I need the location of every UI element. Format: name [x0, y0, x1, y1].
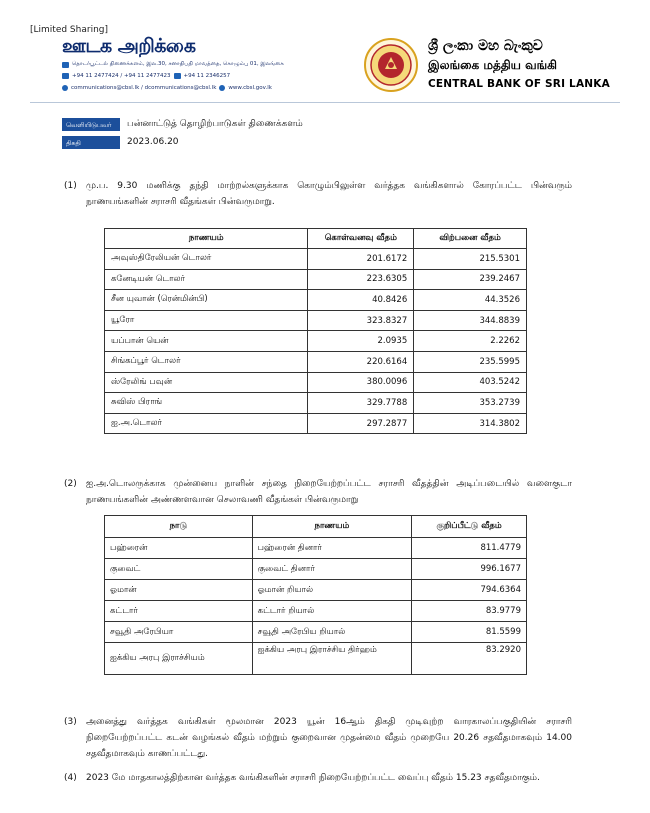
column-header-buying-rate: கொள்வனவு வீதம் — [308, 229, 414, 249]
section-1-paragraph — [64, 178, 572, 210]
selling-rate-cell: 215.5301 — [414, 249, 527, 270]
location-icon — [62, 62, 69, 68]
reference-rate-cell: 83.9779 — [412, 601, 527, 622]
country-cell: ஐக்கிய அரபு இராச்சியம் — [105, 643, 253, 675]
currency-cell: ஐக்கிய அரபு இராச்சிய திர்ஹம் — [252, 643, 412, 675]
currency-cell: கனேடியன் டொலர் — [105, 269, 308, 290]
globe-icon — [219, 85, 225, 91]
section-3-text: அனைத்து வர்த்தக வங்கிகள் மூலமான 2023 யூன் 16ஆம் திகதி முடிவுற்ற வாரகாலப்பகுதியின் சராசரி நிறையேற்றப்பட்ட கடன் வழங்கல் வீதம் மற்றும் குறைவான முதன்மை வீதம் முறையே 20.26 சதவீதமாகவும் 14.00 சதவீதமாகவும் காணப்பட்டது. — [86, 717, 572, 759]
buying-rate-cell: 40.8426 — [308, 290, 414, 311]
address-text: தொடர்பூட்டல் திணைக்களம், இல.30, சனாதிபதி மாவத்தை, கொழும்பு 01, இலங்கை — [72, 61, 284, 67]
reference-rate-cell: 996.1677 — [412, 559, 527, 580]
reference-rate-cell: 811.4779 — [412, 538, 527, 559]
table-header-row — [105, 229, 527, 249]
country-cell: ஓமான் — [105, 580, 253, 601]
table-row — [105, 331, 527, 352]
fax-icon — [174, 73, 181, 79]
currency-cell: கட்டார் றியால் — [252, 601, 412, 622]
table-row — [105, 393, 527, 414]
buying-rate-cell: 297.2877 — [308, 413, 414, 434]
table-row — [105, 643, 527, 675]
table-row — [105, 269, 527, 290]
currency-cell: சிங்கப்பூர் டொலர் — [105, 351, 308, 372]
column-header-selling-rate: விற்பனை வீதம் — [414, 229, 527, 249]
date-value: 2023.06.20 — [127, 137, 179, 147]
table-row — [105, 372, 527, 393]
buying-rate-cell: 2.0935 — [308, 331, 414, 352]
currency-cell: யப்பான் யென் — [105, 331, 308, 352]
email-text[interactable]: communications@cbsl.lk / dcommunications@cbsl.lk — [71, 85, 217, 91]
column-header-currency: நாணயம் — [252, 516, 412, 538]
section-4-paragraph — [64, 770, 572, 786]
phone-text: +94 11 2477424 / +94 11 2477423 — [72, 73, 171, 79]
central-bank-seal-logo — [364, 38, 418, 92]
date-label: திகதி — [62, 136, 120, 149]
currency-cell: பஹ்ரைன் தினார் — [252, 538, 412, 559]
currency-cell: சுவிஸ் பிராங் — [105, 393, 308, 414]
gulf-currency-table — [104, 515, 527, 675]
email-line — [62, 85, 272, 91]
limited-sharing-label: [Limited Sharing] — [30, 25, 108, 35]
currency-cell: குவைட் தினார் — [252, 559, 412, 580]
section-3-number: (3) — [64, 717, 77, 727]
selling-rate-cell: 239.2467 — [414, 269, 527, 290]
table-row — [105, 601, 527, 622]
table-row — [105, 310, 527, 331]
column-header-reference-rate: குறிப்பீட்டு வீதம் — [412, 516, 527, 538]
website-link[interactable]: www.cbsl.gov.lk — [228, 85, 272, 91]
table-row — [105, 580, 527, 601]
section-3-paragraph — [64, 714, 572, 762]
table-row — [105, 249, 527, 270]
media-release-title: ஊடக அறிக்கை — [62, 35, 196, 57]
section-2-number: (2) — [64, 479, 77, 489]
currency-cell: ஸ்ரேலிங் பவுன் — [105, 372, 308, 393]
table-row — [105, 413, 527, 434]
email-icon — [62, 85, 68, 91]
reference-rate-cell: 83.2920 — [412, 643, 527, 675]
issued-by-label: வெளியிடுபவர் — [62, 118, 120, 131]
section-1-number: (1) — [64, 181, 77, 191]
address-line — [62, 61, 284, 68]
buying-rate-cell: 220.6164 — [308, 351, 414, 372]
table-row — [105, 538, 527, 559]
selling-rate-cell: 344.8839 — [414, 310, 527, 331]
bank-name-english: CENTRAL BANK OF SRI LANKA — [428, 78, 610, 90]
table-row — [105, 290, 527, 311]
column-header-country: நாடு — [105, 516, 253, 538]
buying-rate-cell: 323.8327 — [308, 310, 414, 331]
reference-rate-cell: 81.5599 — [412, 622, 527, 643]
table-row — [105, 351, 527, 372]
table-row — [105, 622, 527, 643]
selling-rate-cell: 44.3526 — [414, 290, 527, 311]
section-2-paragraph — [64, 476, 572, 508]
section-4-number: (4) — [64, 773, 77, 783]
currency-cell: ஐ.அ.டொலர் — [105, 413, 308, 434]
bank-name-tamil: இலங்கை மத்திய வங்கி — [428, 58, 557, 72]
selling-rate-cell: 2.2262 — [414, 331, 527, 352]
currency-cell: ஓமான் றியால் — [252, 580, 412, 601]
fax-text: +94 11 2346257 — [183, 73, 231, 79]
table-header-row — [105, 516, 527, 538]
section-1-text: மு.ப. 9.30 மணிக்கு தந்தி மாற்றல்களுக்காக கொழும்பிலுள்ள வர்த்தக வங்கிகளால் கோரப்பட்ட பின்வரும் நாணயங்களின் சராசரி வீதங்கள் பின்வருமாறு. — [86, 181, 572, 207]
column-header-currency: நாணயம் — [105, 229, 308, 249]
selling-rate-cell: 235.5995 — [414, 351, 527, 372]
table-row — [105, 559, 527, 580]
selling-rate-cell: 353.2739 — [414, 393, 527, 414]
currency-cell: யூரோ — [105, 310, 308, 331]
section-2-text: ஐ.அ.டொலருக்காக முன்னைய நாளின் சந்தை நிறையேற்றப்பட்ட சராசரி வீதத்தின் அடிப்படையில் வளைகுடா நாணயங்களின் அண்ணளவான செலாவணி வீதங்கள் பின்வருமாறு — [86, 479, 572, 505]
currency-cell: சவூதி அரேபிய றியால் — [252, 622, 412, 643]
currency-cell: அவுஸ்திரேலியன் டொலர் — [105, 249, 308, 270]
buying-rate-cell: 380.0096 — [308, 372, 414, 393]
country-cell: கட்டார் — [105, 601, 253, 622]
country-cell: சவூதி அரேபியா — [105, 622, 253, 643]
buying-rate-cell: 329.7788 — [308, 393, 414, 414]
currency-cell: சீன யுவான் (ரென்மின்பி) — [105, 290, 308, 311]
header-divider — [30, 102, 620, 103]
phone-icon — [62, 73, 69, 79]
selling-rate-cell: 403.5242 — [414, 372, 527, 393]
issued-by-value: பன்னாட்டுத் தொழிற்பாடுகள் திணைக்களம் — [127, 119, 303, 129]
exchange-rates-table — [104, 228, 527, 434]
buying-rate-cell: 223.6305 — [308, 269, 414, 290]
bank-name-sinhala: ශ්‍රී ලංකා මහ බැංකුව — [428, 38, 543, 54]
buying-rate-cell: 201.6172 — [308, 249, 414, 270]
country-cell: குவைட் — [105, 559, 253, 580]
phone-line — [62, 73, 230, 79]
section-4-text: 2023 மே மாதகாலத்திற்கான வர்த்தக வங்கிகளின் சராசரி நிறையேற்றப்பட்ட வைப்பு வீதம் 15.23 சதவீதமாகும். — [86, 773, 540, 783]
reference-rate-cell: 794.6364 — [412, 580, 527, 601]
country-cell: பஹ்ரைன் — [105, 538, 253, 559]
selling-rate-cell: 314.3802 — [414, 413, 527, 434]
